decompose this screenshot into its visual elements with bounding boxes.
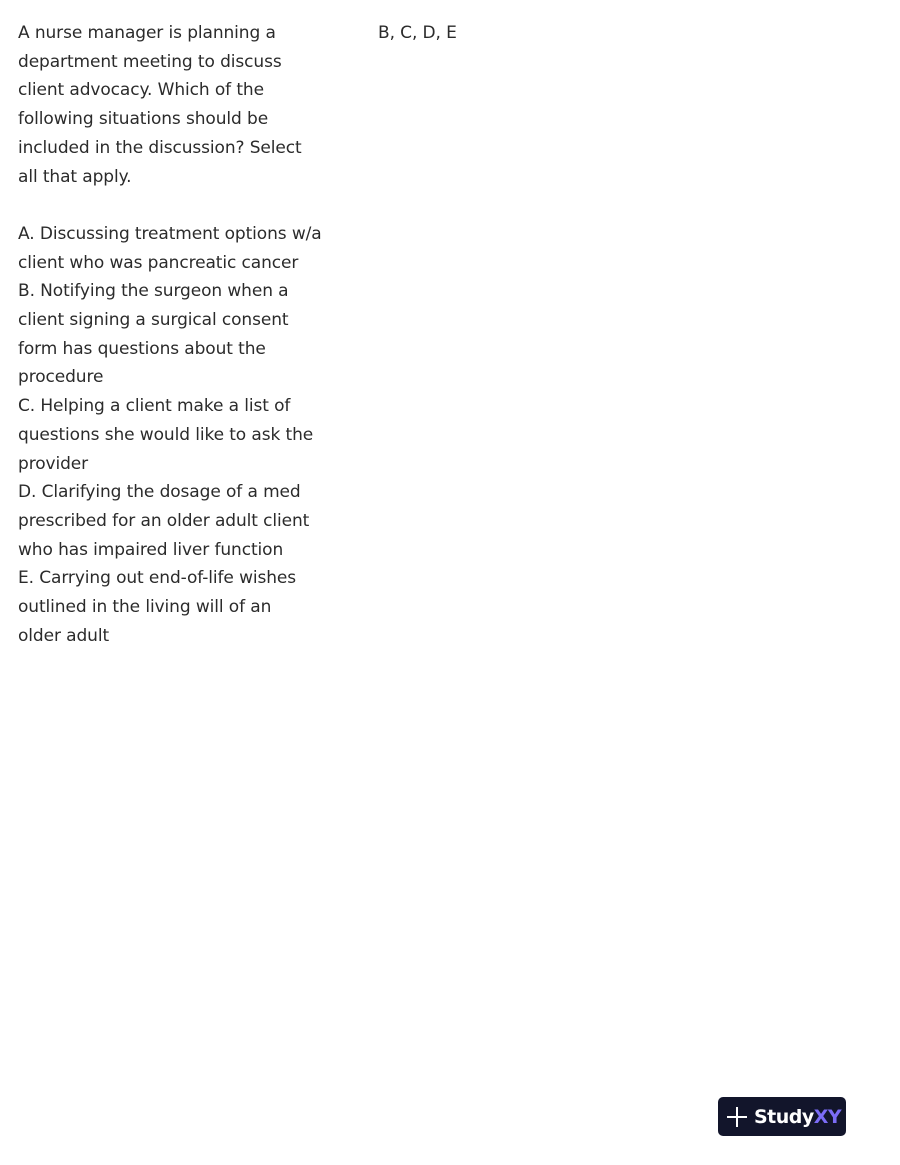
option-b-line: B. Notifying the surgeon when a [18,281,289,302]
option-e-line: E. Carrying out end-of-life wishes [18,568,297,589]
studyxy-logo-text [754,1106,841,1128]
option-c-line: questions she would like to ask the [18,424,314,445]
question-stem-line: included in the discussion? Select [18,137,302,158]
option-e-line: outlined in the living will of an [18,597,272,618]
plus-icon [726,1106,748,1128]
option-b-line: form has questions about the [18,338,266,359]
option-a-line: client who was pancreatic cancer [18,252,299,273]
option-c-line: provider [18,453,89,474]
answer-text: B, C, D, E [378,23,457,43]
option-b-line: client signing a surgical consent [18,310,289,331]
option-d-line: D. Clarifying the dosage of a med [18,482,301,503]
option-a-line: A. Discussing treatment options w/a [18,223,322,244]
paragraph-spacer [18,191,318,220]
question-text [18,19,322,650]
question-stem-line: client advocacy. Which of the [18,80,264,101]
option-c-line: C. Helping a client make a list of [18,396,291,417]
question-stem-line: A nurse manager is planning a [18,23,276,43]
brand-accent-text: XY [813,1105,842,1128]
question-stem-line: following situations should be [18,109,269,130]
option-d-line: who has impaired liver function [18,539,284,560]
question-stem-line: all that apply. [18,166,132,187]
option-b-line: procedure [18,367,104,388]
question-stem-line: department meeting to discuss [18,51,282,72]
option-d-line: prescribed for an older adult client [18,510,310,531]
brand-main-text: Study [754,1105,814,1128]
option-e-line: older adult [18,625,110,646]
studyxy-watermark-badge [718,1097,846,1136]
